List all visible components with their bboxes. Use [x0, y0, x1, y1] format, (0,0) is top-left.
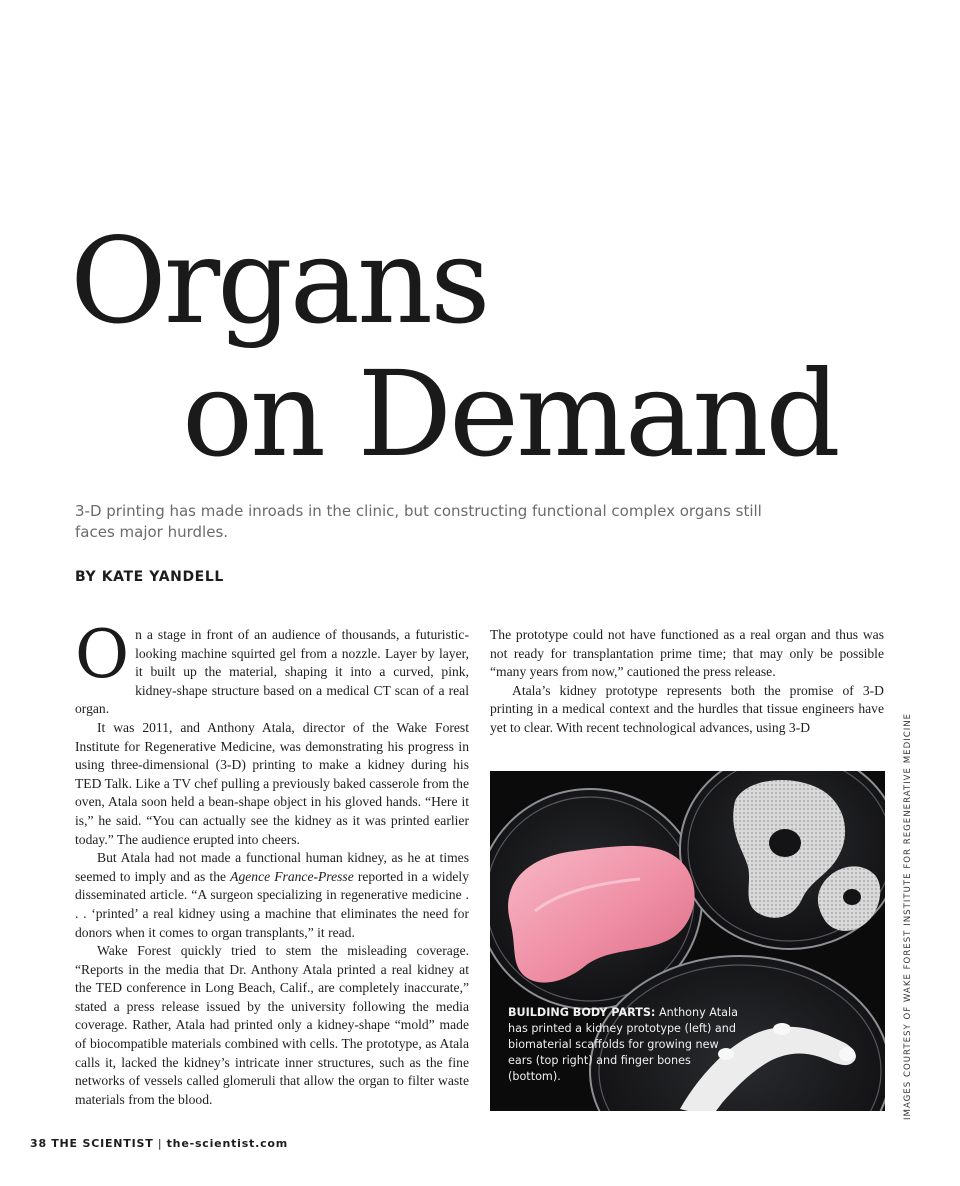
paragraph-1-text: n a stage in front of an audience of thousands, a futuristic-looking machine squirted gel from a nozzle. Layer by layer, it built up the material, shaping it into a curved, pink, kidney-shape structure based on a medical CT scan of a real organ. [75, 627, 469, 717]
paragraph-5: The prototype could not have functioned as a real organ and thus was not ready for transplantation prime time; that may only be possible “many years from now,” cautioned the press release. [490, 627, 884, 680]
headline-line-1: Organs [70, 212, 488, 350]
footer-separator: | [157, 1137, 163, 1150]
deck-subtitle: 3-D printing has made inroads in the clinic, but constructing functional complex organs still faces major hurdles. [75, 502, 762, 541]
paragraph-1 [75, 616, 469, 719]
caption-text: Anthony Atala has printed a kidney prototype (left) and biomaterial scaffolds for growing new ears (top right) and finger bones (bottom). [508, 1006, 738, 1083]
paragraph-4: Wake Forest quickly tried to stem the misleading coverage. “Reports in the media that Dr. Anthony Atala printed a real kidney at the TED conference in Long Beach, Calif., are completely inaccurate,” stated a press release issued by the university following the media coverage. Rather, Atala had printed only a kidney-shape “mold” made of biocompatible materials combined with cells. The prototype, as Atala calls it, lacked the kidney’s intricate inner structures, such as the fine networks of vessels called glomeruli that allow the organ to filter waste materials from the blood. [75, 943, 469, 1107]
paragraph-3-text-b: reported in a widely disseminated article. “A surgeon specializing in regenerative medicine . . . ‘printed’ a real kidney using a machine that eliminates the need for donors when it comes to organ transplants,” it read. [75, 868, 469, 940]
byline: BY KATE YANDELL [75, 569, 224, 585]
paragraph-6: Atala’s kidney prototype represents both the promise of 3-D printing in a medical context and the hurdles that tissue engineers have yet to clear. With recent technological advances, using 3-D [490, 682, 884, 735]
page-footer [30, 1137, 288, 1150]
drop-cap: O [75, 616, 130, 693]
page-number: 38 [30, 1137, 47, 1150]
photo-caption [508, 1005, 738, 1085]
publication-name: Agence France-Presse [230, 868, 354, 884]
paragraph-3 [75, 849, 469, 942]
magazine-name: THE SCIENTIST [51, 1137, 154, 1150]
paragraph-3-text-a: But Atala had not made a functional human kidney, as he at times seemed to imply and as the [75, 850, 469, 884]
paragraph-2: It was 2011, and Anthony Atala, director of the Wake Forest Institute for Regenerative Medicine, was demonstrating his progress in using three-dimensional (3-D) printing to make a kidney during his TED Talk. Like a TV chef pulling a previously baked casserole from the oven, Atala soon held a bean-shape object in his gloved hands. “Here it is,” he said. “You can actually see the kidney as it was printed earlier today.” The audience erupted into cheers. [75, 719, 469, 847]
website-url: the-scientist.com [166, 1137, 289, 1150]
headline-line-2: on Demand [182, 345, 838, 483]
article-column-right [490, 626, 884, 738]
caption-lead: BUILDING BODY PARTS: [508, 1006, 656, 1019]
article-column-left [75, 616, 469, 1109]
image-credit: IMAGES COURTESY OF WAKE FOREST INSTITUTE FOR REGENERATIVE MEDICINE [903, 712, 913, 1120]
organ-prototypes-photo [490, 771, 885, 1111]
